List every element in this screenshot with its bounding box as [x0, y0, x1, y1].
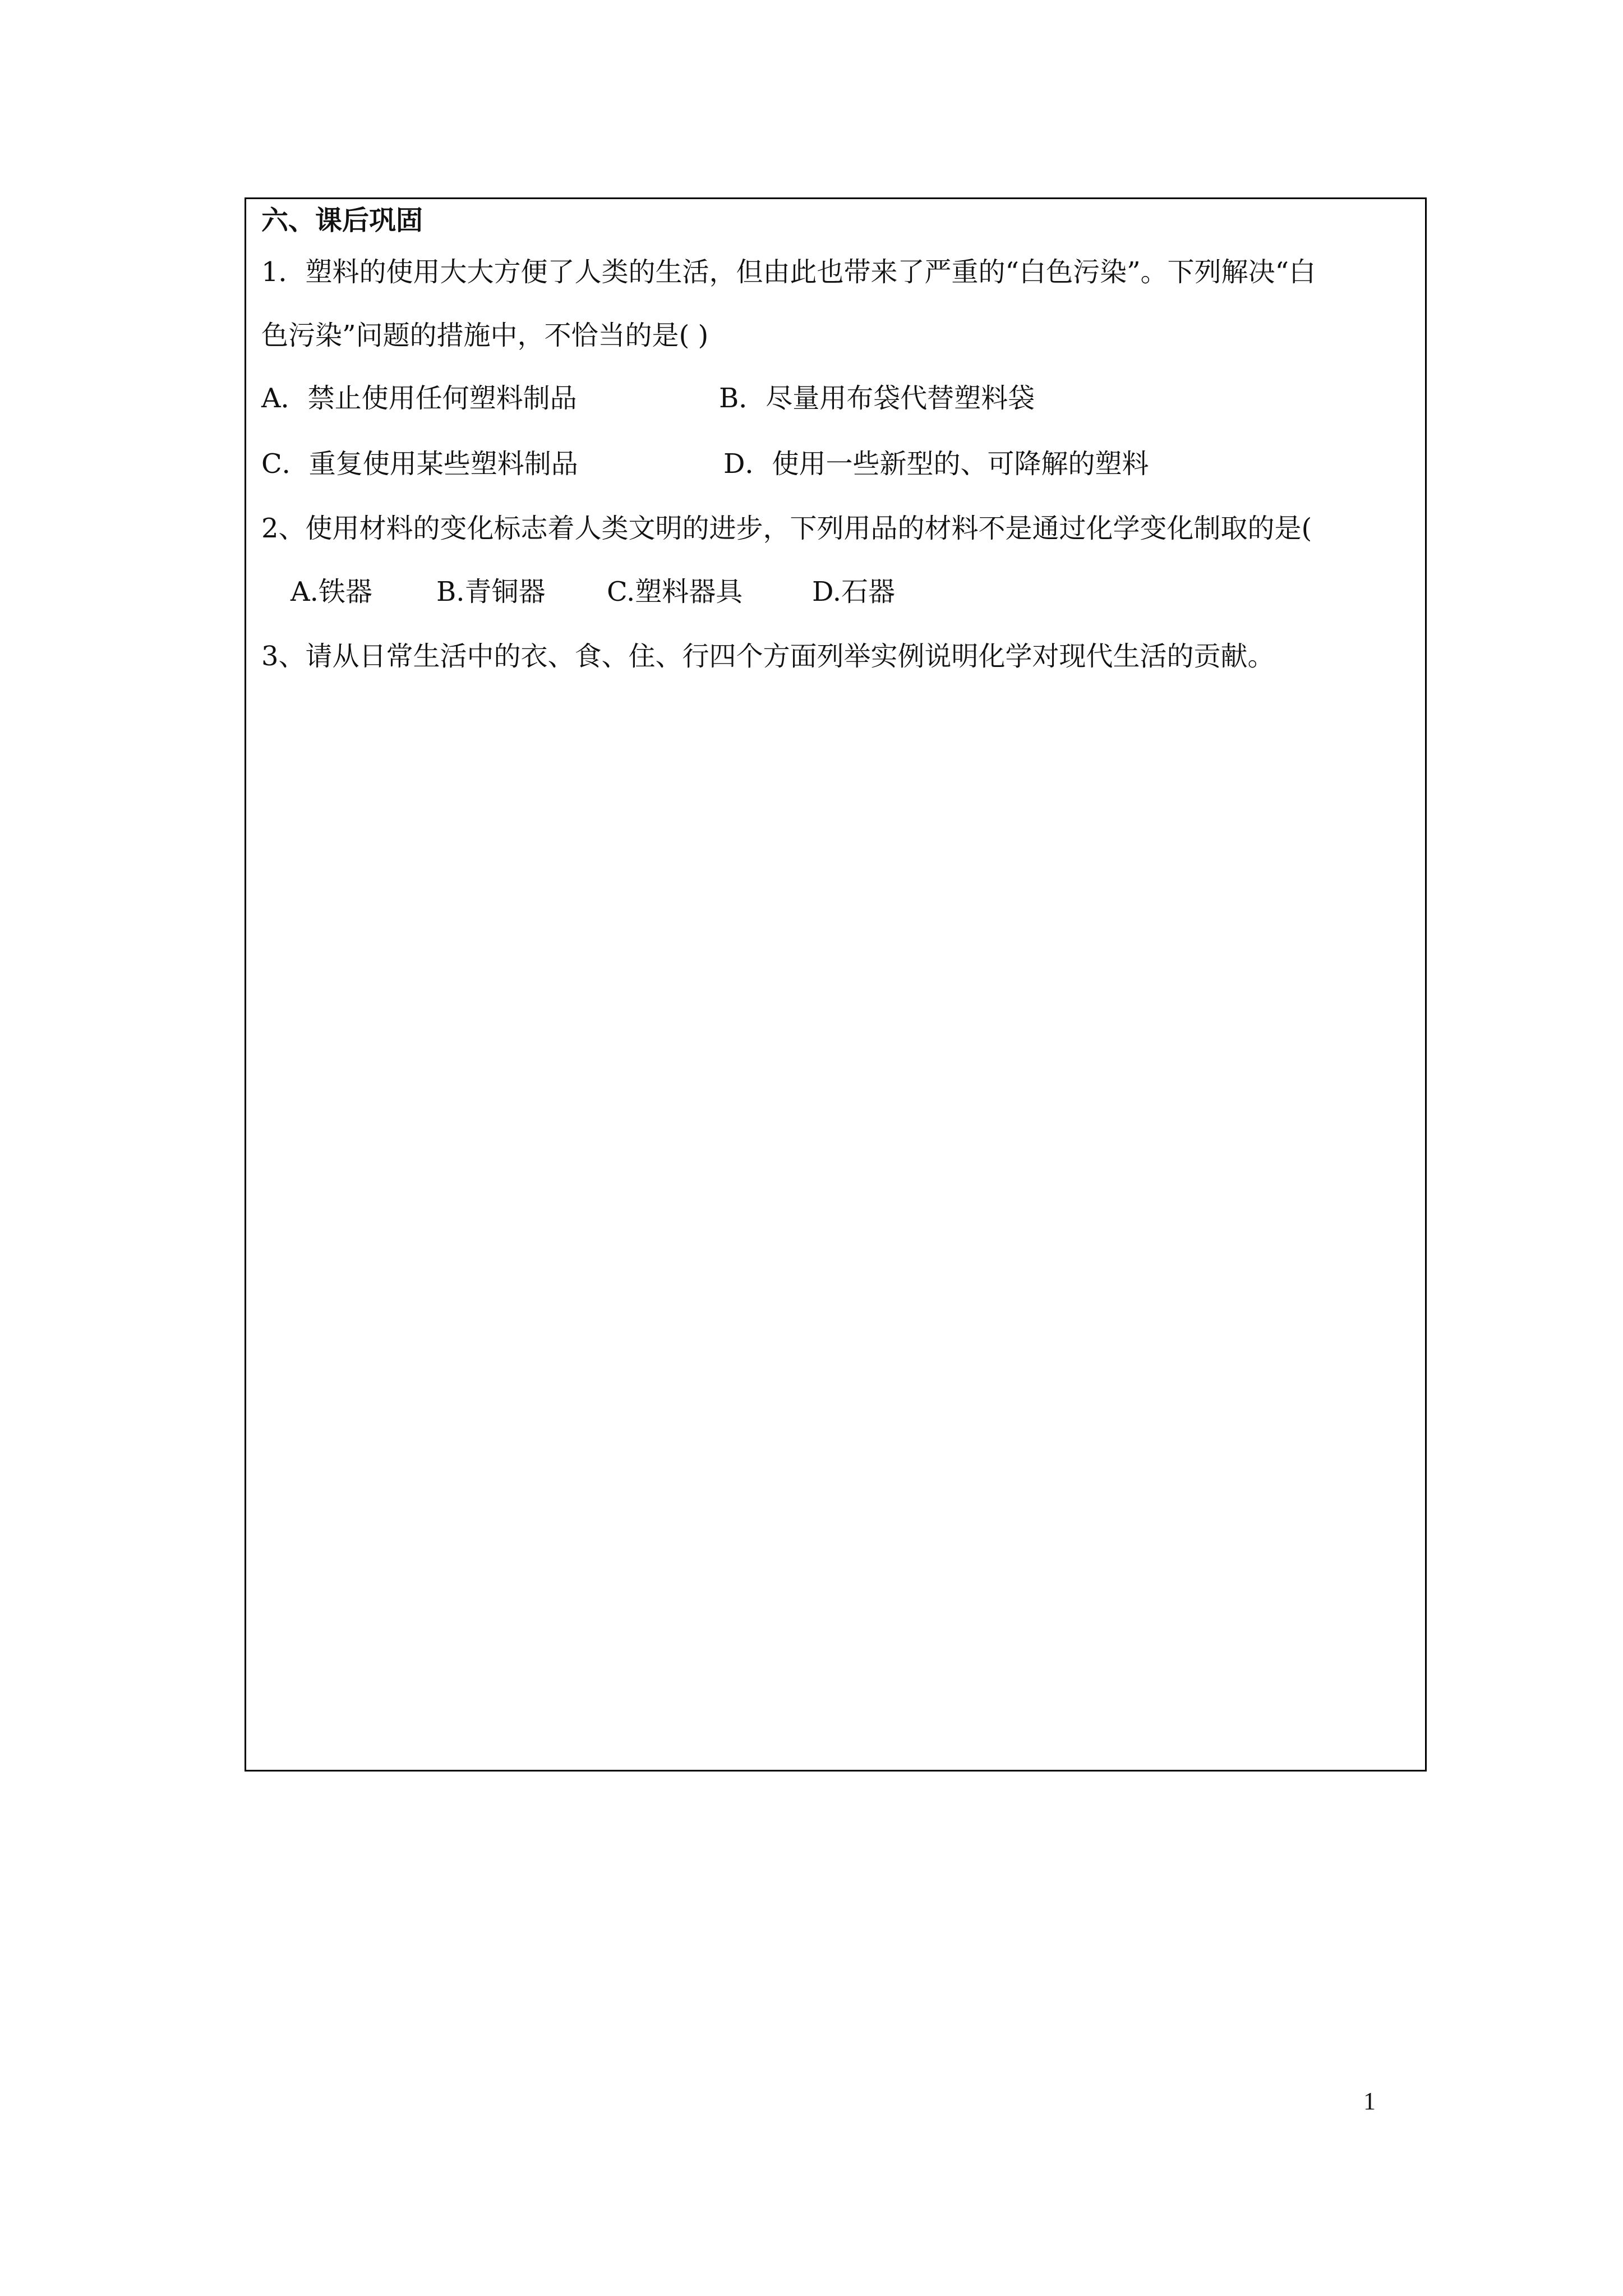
- question-1-text-line1: 1．塑料的使用大大方便了人类的生活，但由此也带来了严重的“白色污染”。下列解决“白: [261, 256, 1316, 288]
- question-2-text: 2、使用材料的变化标志着人类文明的进步，下列用品的材料不是通过化学变化制取的是(: [261, 513, 1312, 544]
- question-3-text: 3、请从日常生活中的衣、食、住、行四个方面列举实例说明化学对现代生活的贡献。: [261, 641, 1275, 672]
- question-1-option-d: D．使用一些新型的、可降解的塑料: [723, 448, 1149, 480]
- question-2-option-b: B.青铜器: [436, 576, 546, 608]
- section-title: 六、课后巩固: [261, 205, 423, 236]
- page-number: 1: [1363, 2087, 1376, 2115]
- question-2-option-a: A.铁器: [291, 576, 372, 608]
- question-1-option-c: C．重复使用某些塑料制品: [261, 448, 578, 480]
- question-1-text-line2: 色污染”问题的措施中，不恰当的是( ): [261, 320, 709, 351]
- question-2-option-c: C.塑料器具: [607, 576, 743, 608]
- question-1-option-b: B．尽量用布袋代替塑料袋: [719, 383, 1035, 414]
- question-1-option-a: A．禁止使用任何塑料制品: [261, 383, 577, 414]
- question-2-option-d: D.石器: [812, 576, 896, 608]
- exercise-box: [245, 197, 1427, 1772]
